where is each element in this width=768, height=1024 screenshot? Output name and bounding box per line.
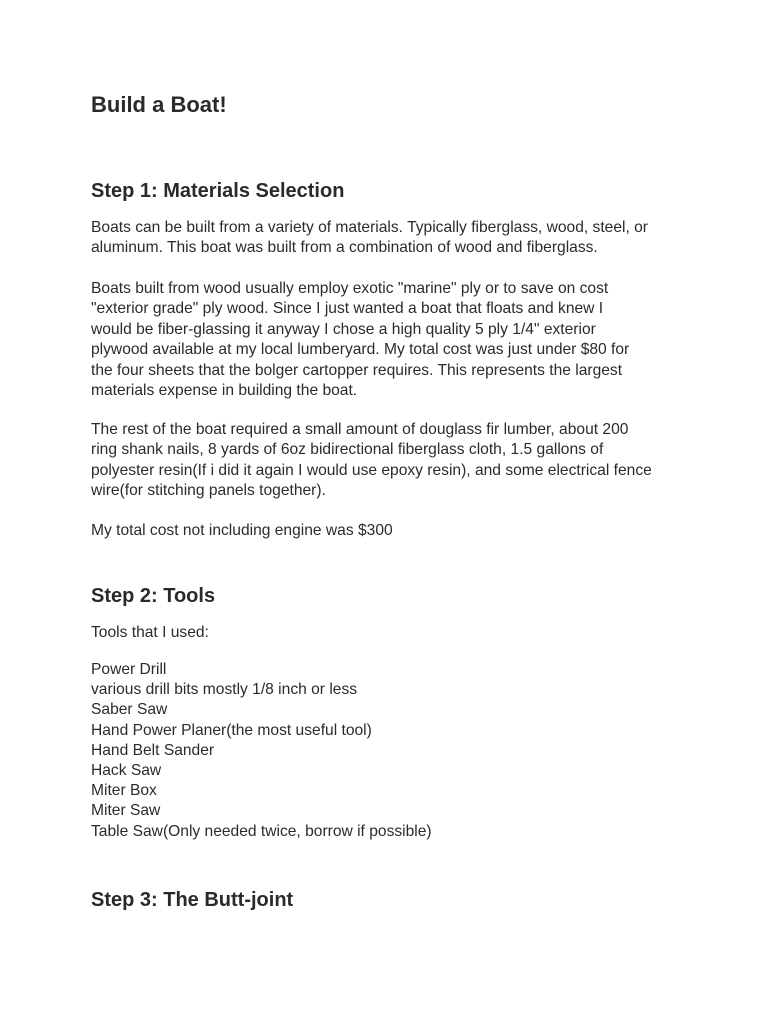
document-title: Build a Boat! bbox=[91, 92, 227, 117]
tool-list-item: Miter Box bbox=[91, 782, 157, 800]
tool-list-item: Table Saw(Only needed twice, borrow if possible) bbox=[91, 822, 432, 840]
tool-list-item: Miter Saw bbox=[91, 802, 161, 820]
step-1-heading: Step 1: Materials Selection bbox=[91, 180, 345, 202]
step-1-paragraph-2: Boats built from wood usually employ exotic "marine" ply or to save on cost "exterior grade" ply wood. Since I just wanted a boat that floats and knew I would be fiber-glassing it anyway I chose a high quality 5 ply 1/4" exterior plywood available at my local lumberyard. My total cost was just under $80 for the four sheets that the bolger cartopper requires. This represents the largest materials expense in building the boat. bbox=[91, 280, 630, 400]
step-3-heading: Step 3: The Butt-joint bbox=[91, 889, 294, 911]
tool-list-item: Saber Saw bbox=[91, 701, 168, 719]
step-2-intro: Tools that I used: bbox=[91, 624, 209, 641]
tool-list bbox=[91, 660, 432, 842]
tool-list-item: Hand Power Planer(the most useful tool) bbox=[91, 721, 372, 739]
step-2-heading: Step 2: Tools bbox=[91, 585, 216, 607]
tool-list-item: Hack Saw bbox=[91, 762, 162, 780]
step-1-paragraph-3: The rest of the boat required a small amount of douglass fir lumber, about 200 ring shank nails, 8 yards of 6oz bidirectional fiberglass cloth, 1.5 gallons of polyester resin(If i did it again I would use epoxy resin), and some electrical fence wire(for stitching panels together). bbox=[91, 421, 652, 500]
tool-list-item: Hand Belt Sander bbox=[91, 741, 215, 759]
tool-list-item: Power Drill bbox=[91, 661, 167, 678]
tool-list-item: various drill bits mostly 1/8 inch or less bbox=[91, 681, 358, 699]
step-1-paragraph-1: Boats can be built from a variety of materials. Typically fiberglass, wood, steel, or aluminum. This boat was built from a combination of wood and fiberglass. bbox=[91, 219, 649, 257]
step-1-total-cost: My total cost not including engine was $300 bbox=[91, 522, 393, 539]
